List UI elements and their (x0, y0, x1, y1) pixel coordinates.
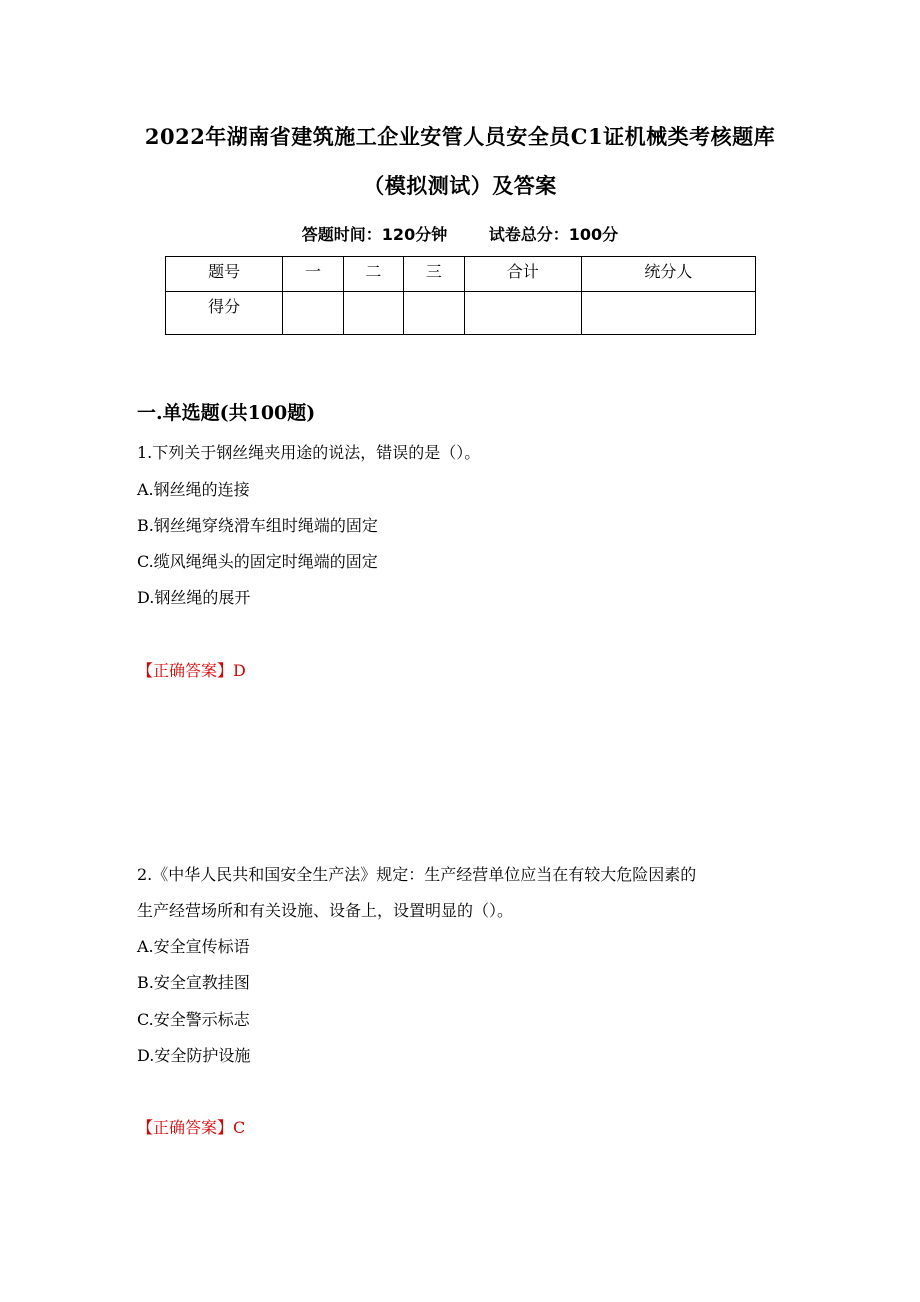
score-cell (283, 292, 343, 335)
question-1-option-d: D.钢丝绳的展开 (137, 588, 251, 607)
question-2-option-d: D.安全防护设施 (137, 1046, 251, 1065)
document-title-line2: （模拟测试）及答案 (363, 173, 557, 198)
exam-total-score: 试卷总分：100分 (488, 225, 619, 244)
document-title-line1: 2022年湖南省建筑施工企业安管人员安全员C1证机械类考核题库 (144, 124, 776, 149)
score-cell (404, 292, 464, 335)
section-heading: 一.单选题(共100题) (137, 402, 316, 424)
score-row-label: 得分 (166, 292, 283, 335)
score-cell (343, 292, 403, 335)
score-cell (464, 292, 581, 335)
question-2-stem-line2: 生产经营场所和有关设施、设备上，设置明显的（）。 (137, 901, 514, 920)
question-1-option-b: B.钢丝绳穿绕滑车组时绳端的固定 (137, 516, 378, 535)
exam-time: 答题时间：120分钟 (301, 225, 448, 244)
score-header-cell: 一 (283, 257, 343, 292)
question-1-stem: 1.下列关于钢丝绳夹用途的说法，错误的是（）。 (137, 443, 481, 462)
question-1-option-a: A.钢丝绳的连接 (137, 480, 250, 499)
score-table-header-row (166, 257, 756, 292)
question-2-stem-line1: 2.《中华人民共和国安全生产法》规定：生产经营单位应当在有较大危险因素的 (137, 865, 697, 884)
score-header-cell: 统分人 (581, 257, 755, 292)
question-2-answer: 【正确答案】C (137, 1118, 246, 1137)
question-1-answer: 【正确答案】D (137, 661, 246, 680)
score-cell (581, 292, 755, 335)
score-header-cell: 二 (343, 257, 403, 292)
question-2-option-a: A.安全宣传标语 (137, 937, 250, 956)
score-header-cell: 合计 (464, 257, 581, 292)
question-2-option-b: B.安全宣教挂图 (137, 973, 250, 992)
question-2-option-c: C.安全警示标志 (137, 1010, 250, 1029)
score-header-cell: 三 (404, 257, 464, 292)
exam-meta (0, 222, 920, 245)
question-1-option-c: C.缆风绳绳头的固定时绳端的固定 (137, 552, 378, 571)
score-header-cell: 题号 (166, 257, 283, 292)
score-table-score-row (166, 292, 756, 335)
score-table (165, 256, 756, 335)
